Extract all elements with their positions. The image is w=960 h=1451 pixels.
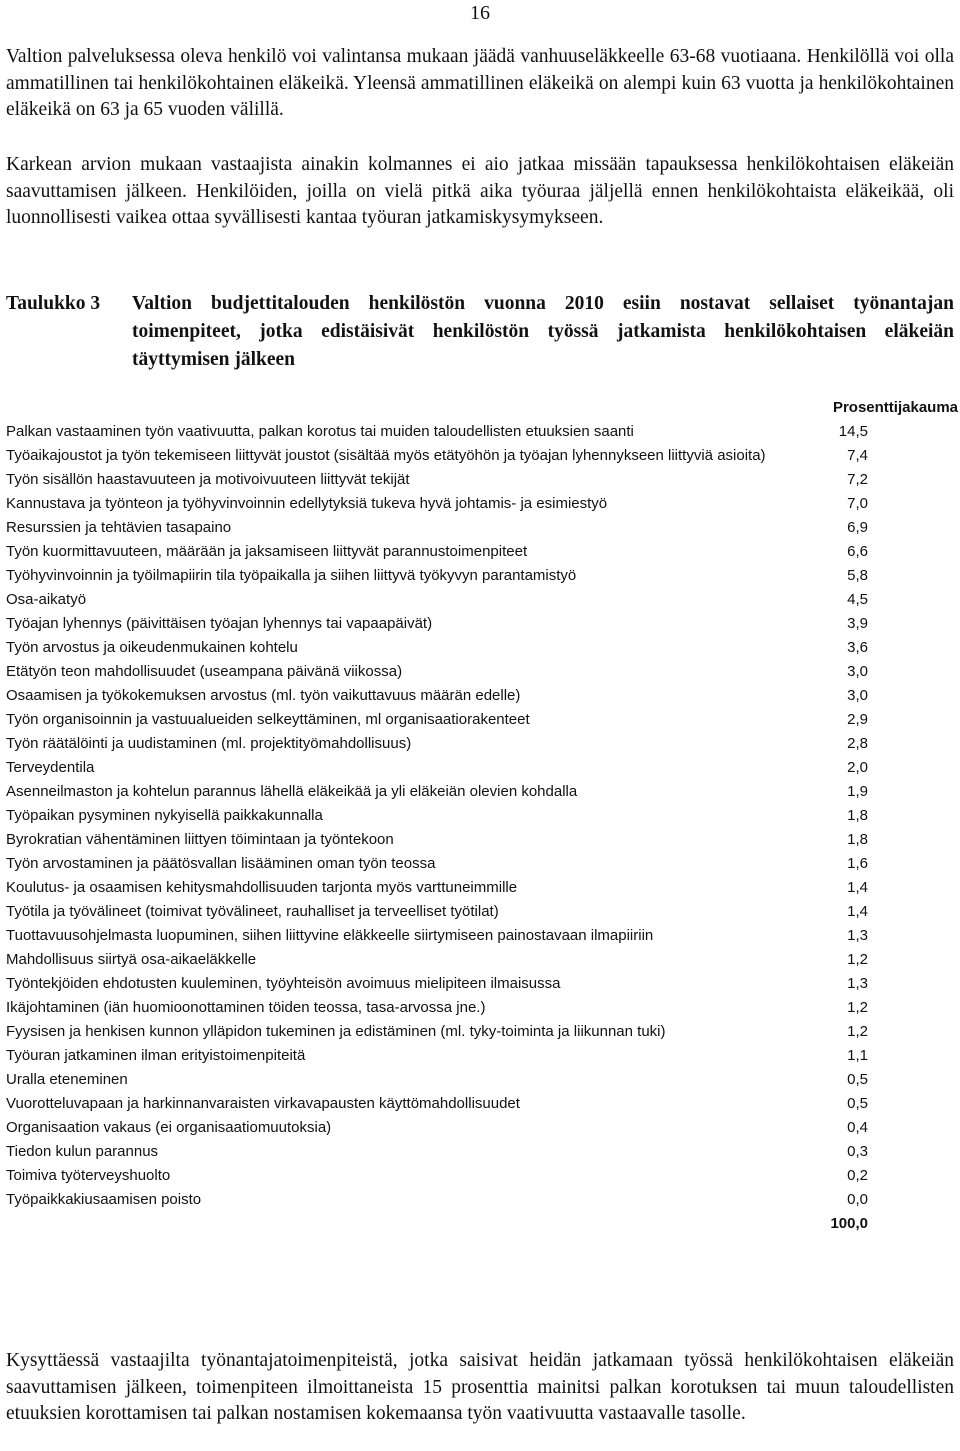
table-row-value: 1,4 [847,879,868,896]
table-row-value: 6,9 [847,519,868,536]
table-row-value: 0,5 [847,1071,868,1088]
table-row [6,900,868,924]
table-row [6,1068,868,1092]
table-row-value: 0,3 [847,1143,868,1160]
table-row [6,1044,868,1068]
table-total: 100,0 [830,1215,868,1232]
table-row-label: Työn organisoinnin ja vastuualueiden selkeyttäminen, ml organisaatiorakenteet [6,711,530,728]
table-row-label: Työn sisällön haastavuuteen ja motivoivuuteen liittyvät tekijät [6,471,410,488]
table-body [6,420,958,1212]
table-row-label: Ikäjohtaminen (iän huomioonottaminen töiden teossa, tasa-arvossa jne.) [6,999,486,1016]
table-row-label: Työajan lyhennys (päivittäisen työajan lyhennys tai vapaapäivät) [6,615,433,632]
table-row-value: 7,4 [847,447,868,464]
table-row-value: 3,0 [847,687,868,704]
table-caption-text: Valtion budjettitalouden henkilöstön vuonna 2010 esiin nostavat sellaiset työnantajan toimenpiteet, jotka edistäisivät henkilöstön työssä jatkamista henkilökohtaisen eläkeiän täyttymisen jälkeen [132,293,954,370]
table-row-label: Etätyön teon mahdollisuudet (useampana päivänä viikossa) [6,663,403,680]
table-row-value: 1,2 [847,1023,868,1040]
page-number: 16 [470,2,490,24]
table-row-label: Työn arvostus ja oikeudenmukainen kohtelu [6,639,298,656]
table-row-value: 5,8 [847,567,868,584]
table-row-label: Tuottavuusohjelmasta luopuminen, siihen liittyvine eläkkeelle siirtymiseen painostavaan ilmapiiriin [6,927,654,944]
table-row-label: Työpaikkakiusaamisen poisto [6,1191,202,1208]
table-row-value: 3,9 [847,615,868,632]
table-row [6,1188,868,1212]
table-row [6,852,868,876]
table-row-value: 0,4 [847,1119,868,1136]
paragraph-conclusion: Kysyttäessä vastaajilta työnantajatoimenpiteistä, jotka saisivat heidän jatkamaan työssä henkilökohtaisen eläkeiän saavuttamisen jälkeen, toimenpiteen ilmoittaneista 15 prosenttia mainitsi palkan korotuksen tai muun taloudellisten etuuksien korottamisen tai palkan nostamisen kokemaansa työn vaativuutta vastaavalle tasolle. [6,1350,954,1424]
table-row-label: Palkan vastaaminen työn vaativuutta, palkan korotus tai muiden taloudellisten etuuksien saanti [6,423,634,440]
table-row [6,540,868,564]
table-row-value: 1,6 [847,855,868,872]
table-row-label: Fyysisen ja henkisen kunnon ylläpidon tukeminen ja edistäminen (ml. tyky-toiminta ja liikunnan tuki) [6,1023,666,1040]
table-row [6,444,868,468]
table-row-label: Uralla eteneminen [6,1071,128,1088]
table-row-label: Terveydentila [6,759,95,776]
table-row [6,516,868,540]
table-caption-label: Taulukko 3 [6,293,101,314]
table-row-value: 7,2 [847,471,868,488]
table-row-value: 3,0 [847,663,868,680]
table-row [6,828,868,852]
table-row [6,564,868,588]
table-row-value: 1,2 [847,999,868,1016]
table-row-value: 2,8 [847,735,868,752]
table-row [6,612,868,636]
measures-table [6,396,958,1236]
table-row-value: 0,0 [847,1191,868,1208]
table-row [6,1164,868,1188]
table-row [6,588,868,612]
table-row [6,1140,868,1164]
table-row-value: 1,3 [847,927,868,944]
table-row [6,948,868,972]
table-row-label: Organisaation vakaus (ei organisaatiomuutoksia) [6,1119,332,1136]
table-row-label: Työn arvostaminen ja päätösvallan lisääminen oman työn teossa [6,855,436,872]
table-row-label: Koulutus- ja osaamisen kehitysmahdollisuuden tarjonta myös varttuneimmille [6,879,518,896]
table-row-label: Työtila ja työvälineet (toimivat työvälineet, rauhalliset ja terveelliset työtilat) [6,903,499,920]
table-row [6,972,868,996]
table-row [6,468,868,492]
table-row-value: 1,2 [847,951,868,968]
table-row [6,420,868,444]
table-row-label: Työn räätälöinti ja uudistaminen (ml. projektityömahdollisuus) [6,735,412,752]
table-row-label: Mahdollisuus siirtyä osa-aikaeläkkelle [6,951,257,968]
table-row [6,804,868,828]
table-row-label: Työuran jatkaminen ilman erityistoimenpiteitä [6,1047,306,1064]
table-row [6,876,868,900]
table-column-header: Prosenttijakauma [832,399,958,416]
table-row-value: 0,2 [847,1167,868,1184]
table-row [6,1116,868,1140]
table-row-value: 2,0 [847,759,868,776]
table-row-value: 1,8 [847,807,868,824]
table-row-label: Osa-aikatyö [6,591,87,608]
table-row [6,636,868,660]
table-row-value: 14,5 [838,423,868,440]
table-row-label: Vuorotteluvapaan ja harkinnanvaraisten virkavapausten käyttömahdollisuudet [6,1095,520,1112]
paragraph-survey-estimate: Karkean arvion mukaan vastaajista ainakin kolmannes ei aio jatkaa missään tapauksessa henkilökohtaisen eläkeiän saavuttamisen jälkeen. Henkilöiden, joilla on vielä pitkä aika työuraa jäljellä ennen henkilökohtaista eläkeikää, oli luonnollisesti vaikea ottaa syvällisesti kantaa työuran jatkamiskysymykseen. [6,154,954,228]
table-row [6,708,868,732]
table-row-label: Kannustava ja työnteon ja työhyvinvoinnin edellytyksiä tukeva hyvä johtamis- ja esimiestyö [6,495,608,512]
table-row-label: Osaamisen ja työkokemuksen arvostus (ml. työn vaikuttavuus määrän edelle) [6,687,521,704]
table-row [6,756,868,780]
paragraph-retirement-age: Valtion palveluksessa oleva henkilö voi valintansa mukaan jäädä vanhuuseläkkeelle 63-68 vuotiaana. Henkilöllä voi olla ammatillinen tai henkilökohtainen eläkeikä. Yleensä ammatillinen eläkeikä on alempi kuin 63 vuotta ja henkilökohtainen eläkeikä on 63 ja 65 vuoden välillä. [6,46,954,120]
table-row-value: 6,6 [847,543,868,560]
table-row-value: 1,3 [847,975,868,992]
table-row-label: Tiedon kulun parannus [6,1143,159,1160]
table-row [6,924,868,948]
table-row-value: 1,9 [847,783,868,800]
table-row-value: 2,9 [847,711,868,728]
table-row [6,1020,868,1044]
table-row-value: 1,4 [847,903,868,920]
table-row-label: Resurssien ja tehtävien tasapaino [6,519,232,536]
table-row-label: Byrokratian vähentäminen liittyen töimintaan ja työntekoon [6,831,394,848]
table-caption [6,290,954,374]
table-row-label: Työaikajoustot ja työn tekemiseen liittyvät joustot (sisältää myös etätyöhön ja työajan lyhennykseen liittyviä asioita) [6,447,766,464]
table-row-value: 3,6 [847,639,868,656]
table-row-value: 1,1 [847,1047,868,1064]
table-row-label: Työn kuormittavuuteen, määrään ja jaksamiseen liittyvät parannustoimenpiteet [6,543,528,560]
table-row [6,660,868,684]
table-row-label: Työpaikan pysyminen nykyisellä paikkakunnalla [6,807,323,824]
table-row [6,684,868,708]
table-row-value: 4,5 [847,591,868,608]
table-row-value: 0,5 [847,1095,868,1112]
table-row-label: Työntekjöiden ehdotusten kuuleminen, työyhteisön avoimuus mielipiteen ilmaisussa [6,975,561,992]
table-row [6,492,868,516]
table-row [6,780,868,804]
table-row-label: Asenneilmaston ja kohtelun parannus lähellä eläkeikää ja yli eläkeiän olevien kohdalla [6,783,578,800]
table-row [6,1092,868,1116]
table-row-label: Työhyvinvoinnin ja työilmapiirin tila työpaikalla ja siihen liittyvä työkyvyn parantamistyö [6,567,577,584]
table-row-value: 1,8 [847,831,868,848]
table-row-value: 7,0 [847,495,868,512]
table-row [6,996,868,1020]
table-row-label: Toimiva työterveyshuolto [6,1167,171,1184]
table-row [6,732,868,756]
